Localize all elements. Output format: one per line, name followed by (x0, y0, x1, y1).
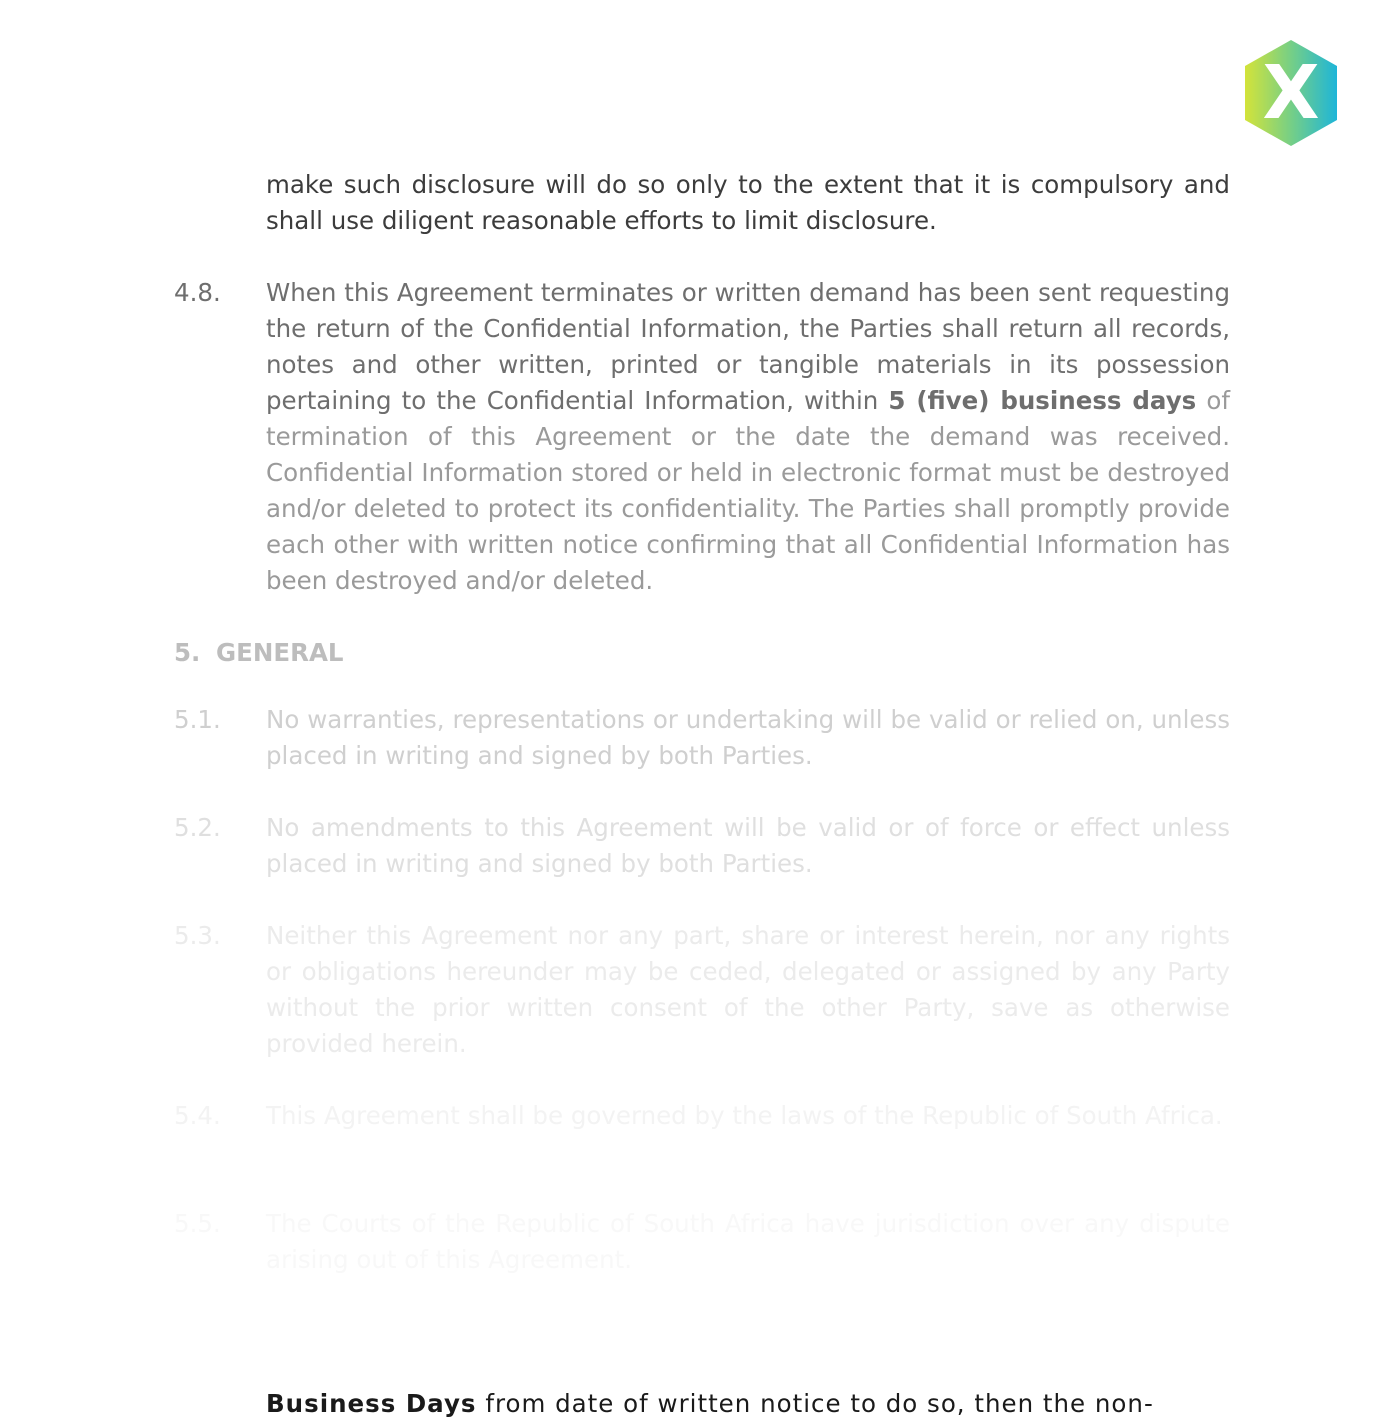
clause-5-4-text: This Agreement shall be governed by the laws of the Republic of South Africa. (266, 1101, 1223, 1130)
bottom-fragment-text: from date of written notice to do so, then the non- (476, 1389, 1154, 1418)
logo-letter: X (1262, 50, 1320, 136)
clause-5-3-text: Neither this Agreement nor any part, share or interest herein, nor any rights or obligations hereunder may be ceded, delegated or assigned by any Party without the prior written consent of the other Party, save as otherwise provided herein. (266, 921, 1230, 1058)
clause-5-3-number: 5.3. (174, 921, 221, 950)
bottom-fragment (266, 1386, 1230, 1422)
clause-4-8-text-a: When this Agreement terminates or written demand has been sent requesting the return of the Confidential Information, the Parties shall return all records, notes and other written, printed or tangible materials in its possession pertaining to the Confidential Information, within (266, 278, 1230, 415)
clause-4-8-number: 4.8. (174, 278, 221, 307)
section-5-title: GENERAL (216, 638, 344, 667)
continuation-paragraph: make such disclosure will do so only to the extent that it is compulsory and shall use diligent reasonable efforts to limit disclosure. (266, 170, 1230, 235)
bottom-fragment-bold: Business Days (266, 1389, 477, 1418)
clause-5-4-number: 5.4. (174, 1101, 221, 1130)
clause-5-1-text: No warranties, representations or undertaking will be valid or relied on, unless placed in writing and signed by both Parties. (266, 705, 1230, 770)
clause-5-1-number: 5.1. (174, 705, 221, 734)
clause-4-8-text (266, 275, 1230, 599)
clause-5-2-number: 5.2. (174, 813, 221, 842)
clause-5-5-number: 5.5. (174, 1209, 221, 1238)
clause-4-8-text-b: of termination of this Agreement or the date the demand was received. Confidential Information stored or held in electronic format must be destroyed and/or deleted to protect its confidentiality. The Parties shall promptly provide each other with written notice confirming that all Confidential Information has been destroyed and/or deleted. (266, 386, 1230, 595)
section-5-heading (174, 635, 344, 671)
clause-5-5-text: The Courts of the Republic of South Africa have jurisdiction over any dispute arising out of this Agreement. (266, 1209, 1230, 1274)
section-5-number: 5. (174, 638, 201, 667)
clause-5-2-text: No amendments to this Agreement will be valid or of force or effect unless placed in writing and signed by both Parties. (266, 813, 1230, 878)
clause-4-8-bold: 5 (five) business days (888, 386, 1197, 415)
company-logo-icon (1243, 38, 1339, 148)
